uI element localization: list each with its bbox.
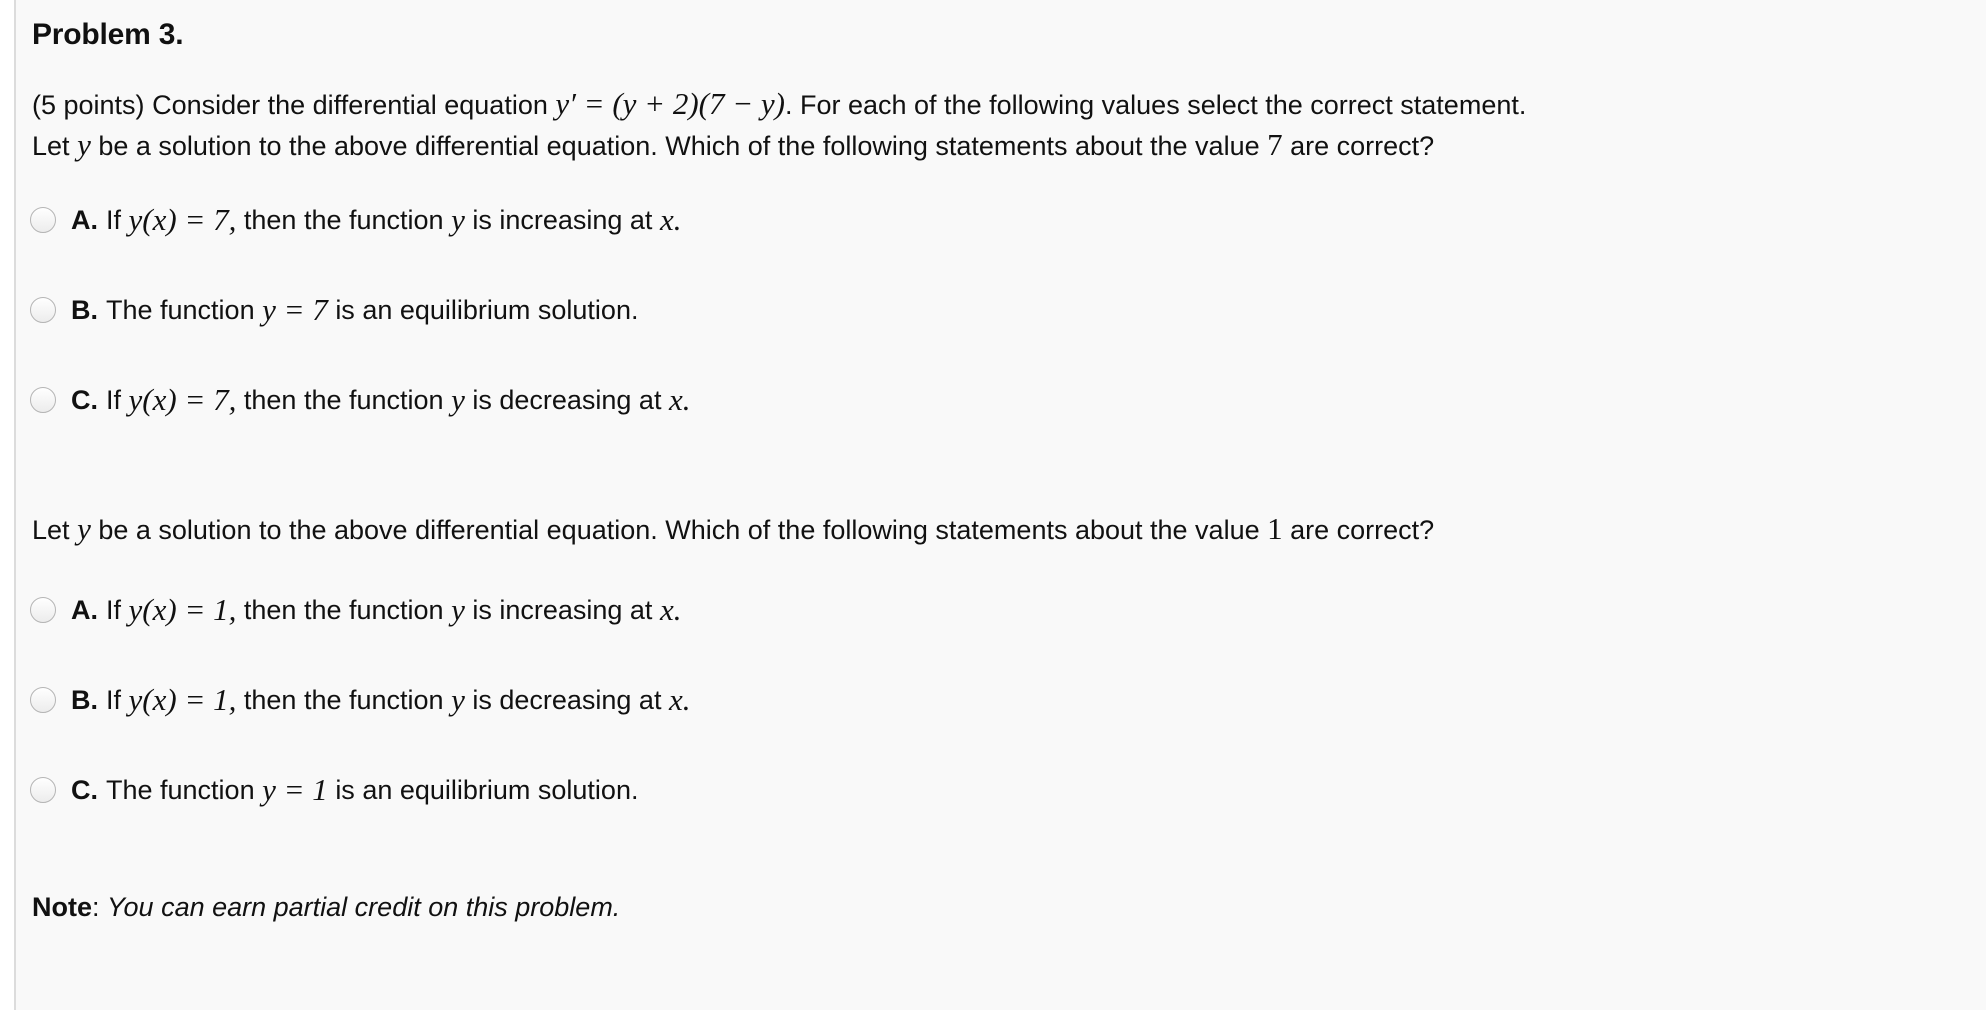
option-text: The function — [106, 294, 255, 325]
question-prefix: Let — [32, 515, 70, 545]
note-text: You can earn partial credit on this problem. — [107, 892, 621, 922]
note-label: Note — [32, 892, 92, 922]
option-text: If — [106, 684, 122, 715]
problem-intro — [32, 84, 1526, 166]
option-label: A. — [71, 594, 98, 625]
question-suffix: are correct? — [1290, 131, 1435, 161]
question-value: 1 — [1267, 511, 1283, 546]
option-variable: y — [451, 682, 465, 717]
option-math: y(x) = 7, — [128, 202, 237, 237]
radio-button[interactable] — [30, 597, 56, 623]
part2-option-b[interactable] — [30, 682, 690, 718]
part1-option-a[interactable] — [30, 202, 681, 238]
points-label: (5 points) — [32, 90, 145, 120]
option-label: C. — [71, 774, 98, 805]
option-text: is increasing at — [472, 594, 653, 625]
radio-button[interactable] — [30, 687, 56, 713]
radio-button[interactable] — [30, 777, 56, 803]
option-text: then the function — [243, 594, 444, 625]
option-math-end: x. — [659, 202, 682, 237]
option-text: is increasing at — [472, 204, 653, 235]
intro-text: Consider the differential equation — [152, 90, 548, 120]
option-text: If — [106, 204, 122, 235]
part2-option-a[interactable] — [30, 592, 681, 628]
question-variable: y — [77, 511, 91, 546]
radio-button[interactable] — [30, 297, 56, 323]
option-text: then the function — [243, 384, 444, 415]
option-math-end: x. — [659, 592, 682, 627]
part1-option-b[interactable] — [30, 292, 638, 328]
part2-option-c[interactable] — [30, 772, 638, 808]
question-text: be a solution to the above differential equation. Which of the following statements about the value — [98, 515, 1260, 545]
option-math-end: x. — [668, 682, 691, 717]
option-text: If — [106, 384, 122, 415]
option-math-end: x. — [668, 382, 691, 417]
option-label: C. — [71, 384, 98, 415]
option-math: y(x) = 7, — [128, 382, 237, 417]
question-variable: y — [77, 127, 91, 162]
option-variable: y — [451, 202, 465, 237]
option-math: y(x) = 1, — [128, 682, 237, 717]
radio-button[interactable] — [30, 207, 56, 233]
option-text: The function — [106, 774, 255, 805]
option-text: then the function — [243, 684, 444, 715]
option-math: y(x) = 1, — [128, 592, 237, 627]
part1-question — [32, 125, 1526, 166]
question-value: 7 — [1267, 127, 1283, 162]
problem-page — [14, 0, 1986, 1010]
option-variable: y — [451, 382, 465, 417]
option-text: is an equilibrium solution. — [335, 294, 639, 325]
option-text: is decreasing at — [472, 384, 662, 415]
option-text: is an equilibrium solution. — [335, 774, 639, 805]
option-math: y = 7 — [262, 292, 328, 327]
option-label: B. — [71, 684, 98, 715]
differential-equation: y′ = (y + 2)(7 − y) — [555, 86, 785, 121]
question-prefix: Let — [32, 131, 70, 161]
question-suffix: are correct? — [1290, 515, 1435, 545]
radio-button[interactable] — [30, 387, 56, 413]
question-text: be a solution to the above differential equation. Which of the following statements about the value — [98, 131, 1260, 161]
problem-title: Problem 3. — [32, 18, 184, 51]
option-label: B. — [71, 294, 98, 325]
option-text: If — [106, 594, 122, 625]
option-text: is decreasing at — [472, 684, 662, 715]
option-variable: y — [451, 592, 465, 627]
option-math: y = 1 — [262, 772, 328, 807]
intro-line — [32, 84, 1526, 125]
option-text: then the function — [243, 204, 444, 235]
part1-option-c[interactable] — [30, 382, 690, 418]
part2-question — [32, 511, 1434, 547]
partial-credit-note: Note: You can earn partial credit on this problem. — [32, 892, 621, 922]
intro-suffix: . For each of the following values select the correct statement. — [784, 90, 1527, 120]
option-label: A. — [71, 204, 98, 235]
